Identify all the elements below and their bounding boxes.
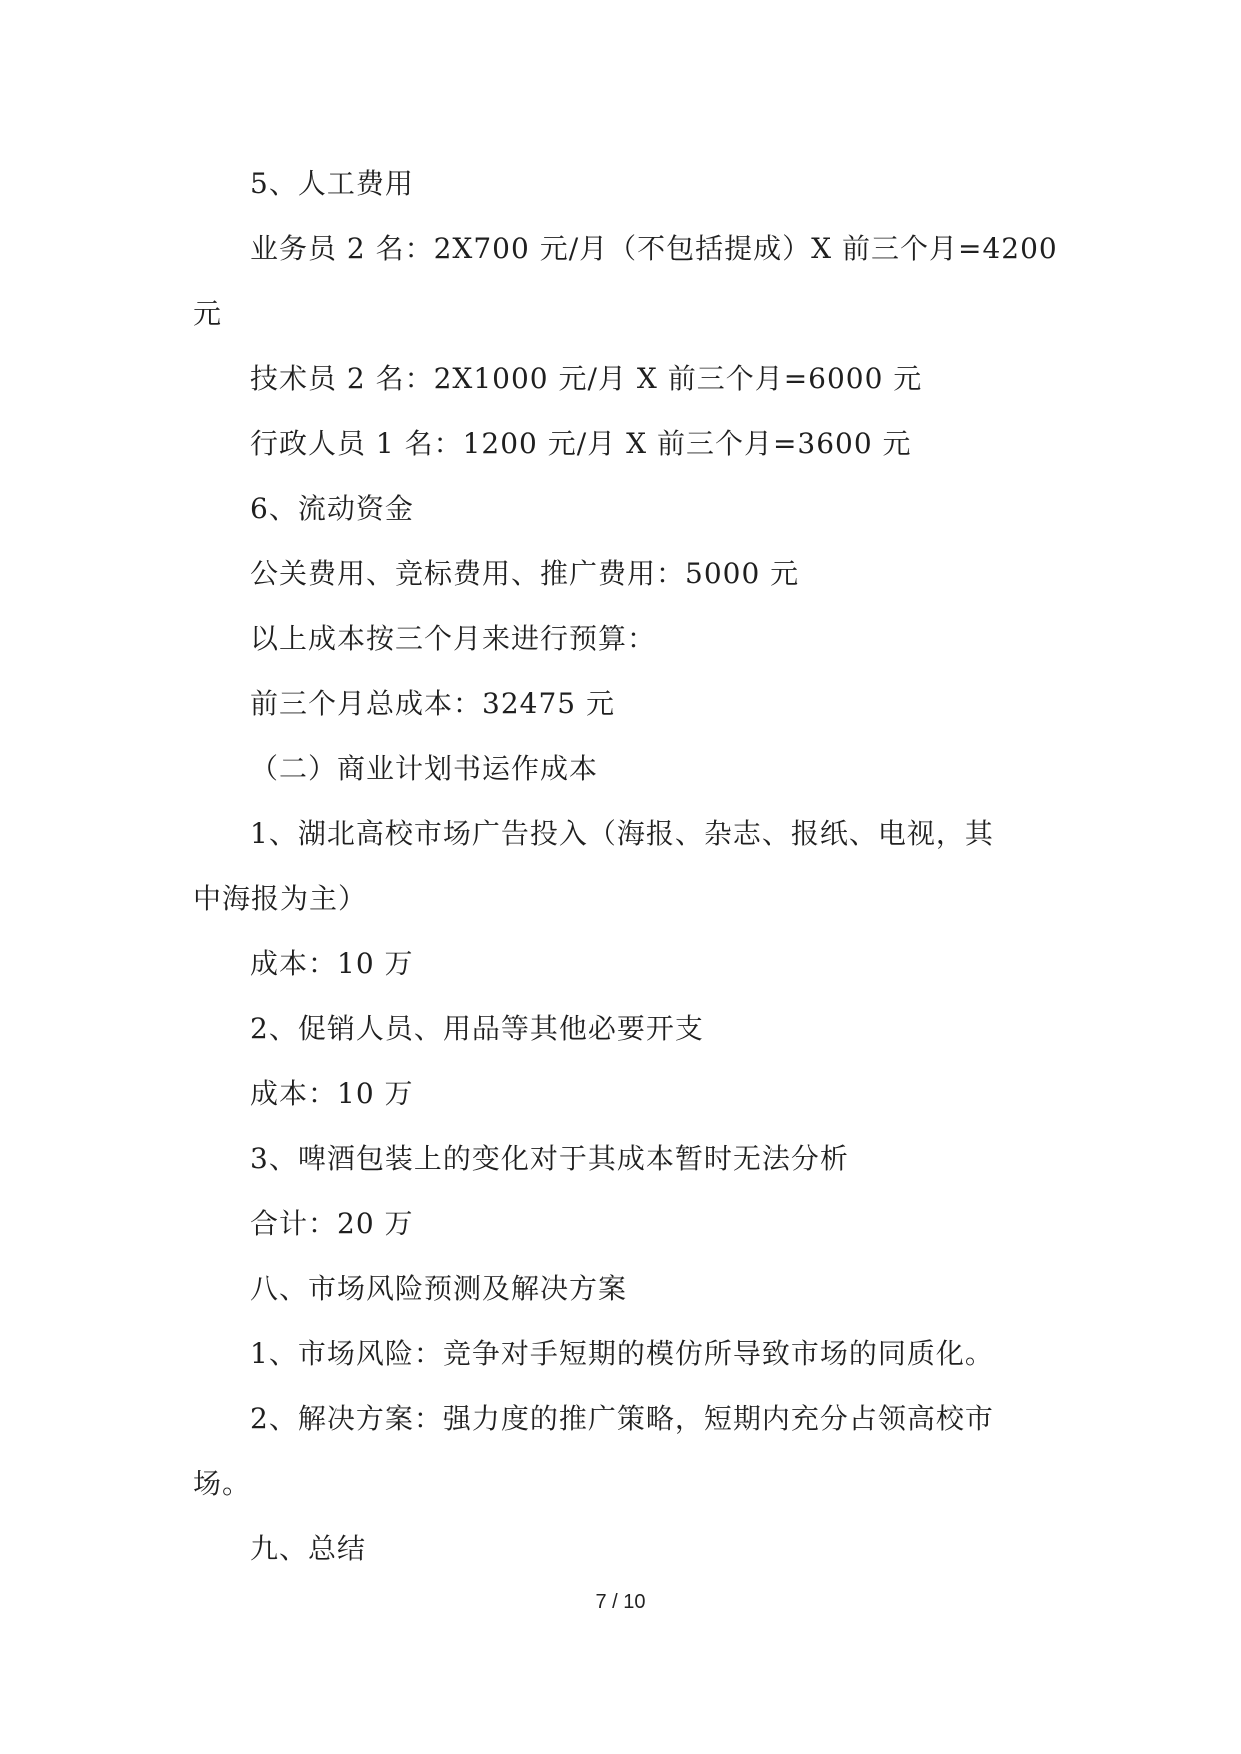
salesperson-cost-line: 业务员 2 名：2X700 元/月（不包括提成）X 前三个月=4200 [250, 232, 1058, 265]
advertising-investment-line: 1、湖北高校市场广告投入（海报、杂志、报纸、电视，其 [250, 817, 994, 850]
section-heading-market-risk: 八、市场风险预测及解决方案 [250, 1272, 628, 1305]
technician-cost-line: 技术员 2 名：2X1000 元/月 X 前三个月=6000 元 [250, 362, 923, 395]
pr-bidding-promotion-cost-line: 公关费用、竞标费用、推广费用：5000 元 [250, 557, 800, 590]
total-cost-line: 合计：20 万 [250, 1207, 414, 1240]
promotion-cost-line: 成本：10 万 [250, 1077, 414, 1110]
market-risk-line: 1、市场风险：竞争对手短期的模仿所导致市场的同质化。 [250, 1337, 994, 1370]
salesperson-cost-continuation: 元 [193, 297, 223, 330]
admin-staff-cost-line: 行政人员 1 名：1200 元/月 X 前三个月=3600 元 [250, 427, 912, 460]
page-number: 7 / 10 [595, 1591, 646, 1613]
section-heading-working-capital: 6、流动资金 [250, 492, 414, 525]
advertising-cost-line: 成本：10 万 [250, 947, 414, 980]
promotion-expense-line: 2、促销人员、用品等其他必要开支 [250, 1012, 704, 1045]
section-heading-operating-cost: （二）商业计划书运作成本 [250, 752, 599, 785]
solution-continuation: 场。 [193, 1467, 252, 1500]
budget-basis-line: 以上成本按三个月来进行预算： [250, 622, 657, 655]
solution-line: 2、解决方案：强力度的推广策略，短期内充分占领高校市 [250, 1402, 994, 1435]
section-heading-summary: 九、总结 [250, 1532, 367, 1565]
advertising-investment-continuation: 中海报为主） [193, 882, 368, 915]
three-month-total-cost-line: 前三个月总成本：32475 元 [250, 687, 615, 720]
section-heading-labor-cost: 5、人工费用 [250, 167, 414, 200]
packaging-cost-note-line: 3、啤酒包装上的变化对于其成本暂时无法分析 [250, 1142, 849, 1175]
